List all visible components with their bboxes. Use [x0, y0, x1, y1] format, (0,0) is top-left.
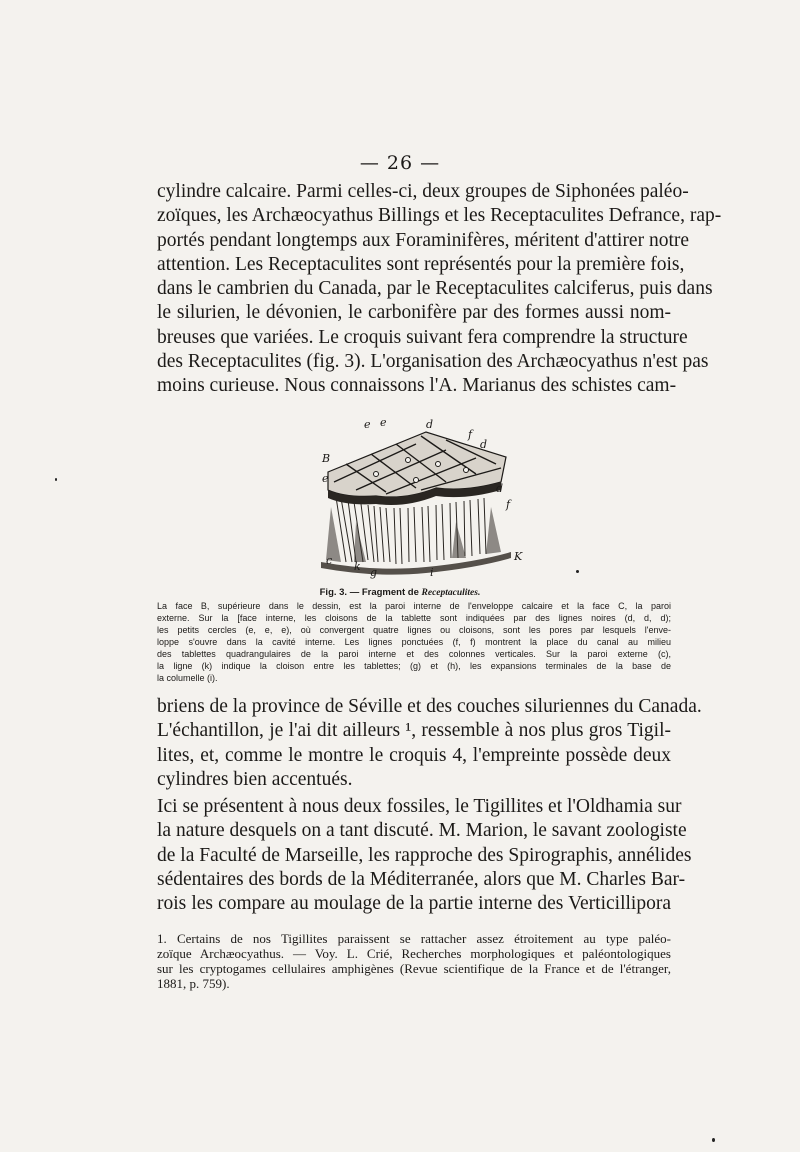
paper-speck — [55, 478, 57, 481]
receptaculites-figure — [316, 412, 526, 582]
label-g: g — [370, 566, 378, 579]
text-line: lites, et, comme le montre le croquis 4, l'empreinte possède deux — [157, 744, 671, 766]
label-b: B — [322, 452, 331, 465]
caption-italic: Receptaculites. — [421, 588, 481, 598]
label-i: i — [430, 566, 434, 579]
figure-caption-title — [0, 587, 800, 598]
text-line: sédentaires des bords de la Méditerranée, alors que M. Charles Bar- — [157, 868, 686, 890]
label-f: f — [468, 428, 473, 441]
paragraph-1 — [157, 180, 722, 399]
label-e: e — [364, 418, 371, 431]
text-line: L'échantillon, je l'ai dit ailleurs ¹, ressemble à nos plus gros Tigil- — [157, 720, 671, 742]
paragraph-3 — [157, 795, 692, 916]
label-k: k — [354, 560, 361, 573]
text-line: briens de la province de Séville et des couches siluriennes du Canada. — [157, 696, 702, 717]
paper-speck — [712, 1138, 715, 1142]
caption-line: les petits cercles (e, e, e), où convergent quatre lignes ou cloisons, sont les pores par lesquels l'enve- — [157, 625, 671, 635]
text-line: zoïques, les Archæocyathus Billings et les Receptaculites Defrance, rap- — [157, 205, 722, 227]
caption-prefix: Fig. 3. — Fragment de — [319, 587, 419, 598]
receptaculites-drawing — [316, 412, 526, 582]
text-line: cylindre calcaire. Parmi celles-ci, deux groupes de Siphonées paléo- — [157, 181, 689, 202]
footnote-line: 1. Certains de nos Tigillites paraissent se rattacher assez étroitement au type paléo- — [157, 931, 671, 946]
text-line: cylindres bien accentués. — [157, 768, 353, 790]
paragraph-2 — [157, 695, 702, 792]
label-e: e — [380, 416, 387, 429]
text-line: des Receptaculites (fig. 3). L'organisation des Archæocyathus n'est pas — [157, 351, 709, 373]
text-line: portés pendant longtemps aux Foraminifères, méritent d'attirer notre — [157, 229, 690, 251]
label-e: e — [322, 472, 329, 485]
footnote — [157, 931, 671, 991]
label-c: c — [326, 554, 333, 567]
figure-caption — [157, 600, 671, 684]
text-line: de la Faculté de Marseille, les rapproche des Spirographis, annélides — [157, 844, 692, 866]
text-line: dans le cambrien du Canada, par le Receptaculites calciferus, puis dans — [157, 278, 713, 300]
footnote-line: 1881, p. 759). — [157, 976, 230, 991]
label-f: f — [506, 498, 511, 511]
text-line: la nature desquels on a tant discuté. M. Marion, le savant zoologiste — [157, 820, 687, 842]
text-line: Ici se présentent à nous deux fossiles, le Tigillites et l'Oldhamia sur — [157, 796, 682, 817]
text-line: breuses que variées. Le croquis suivant fera comprendre la structure — [157, 326, 688, 348]
label-d: d — [480, 438, 488, 451]
caption-line: loppe s'ouvre dans la cavité interne. Les lignes ponctuées (f, f) montrent la place du canal au milieu — [157, 637, 671, 647]
text-line: le silurien, le dévonien, le carbonifère par des formes aussi nom- — [157, 302, 671, 324]
label-d: d — [496, 482, 504, 495]
caption-line: la ligne (k) indique la cloison entre les tablettes; (g) et (h), les expansions terminales de la base de — [157, 661, 671, 671]
text-line: attention. Les Receptaculites sont représentés pour la première fois, — [157, 253, 685, 275]
paper-speck — [576, 570, 579, 573]
caption-line: la columelle (i). — [157, 673, 218, 683]
text-line: moins curieuse. Nous connaissons l'A. Marianus des schistes cam- — [157, 375, 677, 397]
footnote-line: sur les cryptogames cellulaires amphigènes (Revue scientifique de la France et de l'étranger, — [157, 961, 671, 976]
caption-line: des tablettes quadrangulaires de la paroi interne et des colonnes verticales. Sur la paroi externe (c), — [157, 649, 671, 659]
caption-line: La face B, supérieure dans le dessin, est la paroi interne de l'enveloppe calcaire et la face C, la paroi — [157, 601, 671, 611]
page-number: — 26 — — [359, 152, 441, 174]
footnote-line: zoïque Archæocyathus. — Voy. L. Crié, Recherches morphologiques et paléontologiques — [157, 946, 671, 961]
label-k: K — [514, 550, 523, 563]
text-line: rois les compare au moulage de la partie interne des Verticillipora — [157, 893, 671, 915]
label-d: d — [426, 418, 434, 431]
caption-line: externe. Sur la [face interne, les cloisons de la tablette sont indiquées par des lignes noires (d, d, d); — [157, 613, 671, 623]
